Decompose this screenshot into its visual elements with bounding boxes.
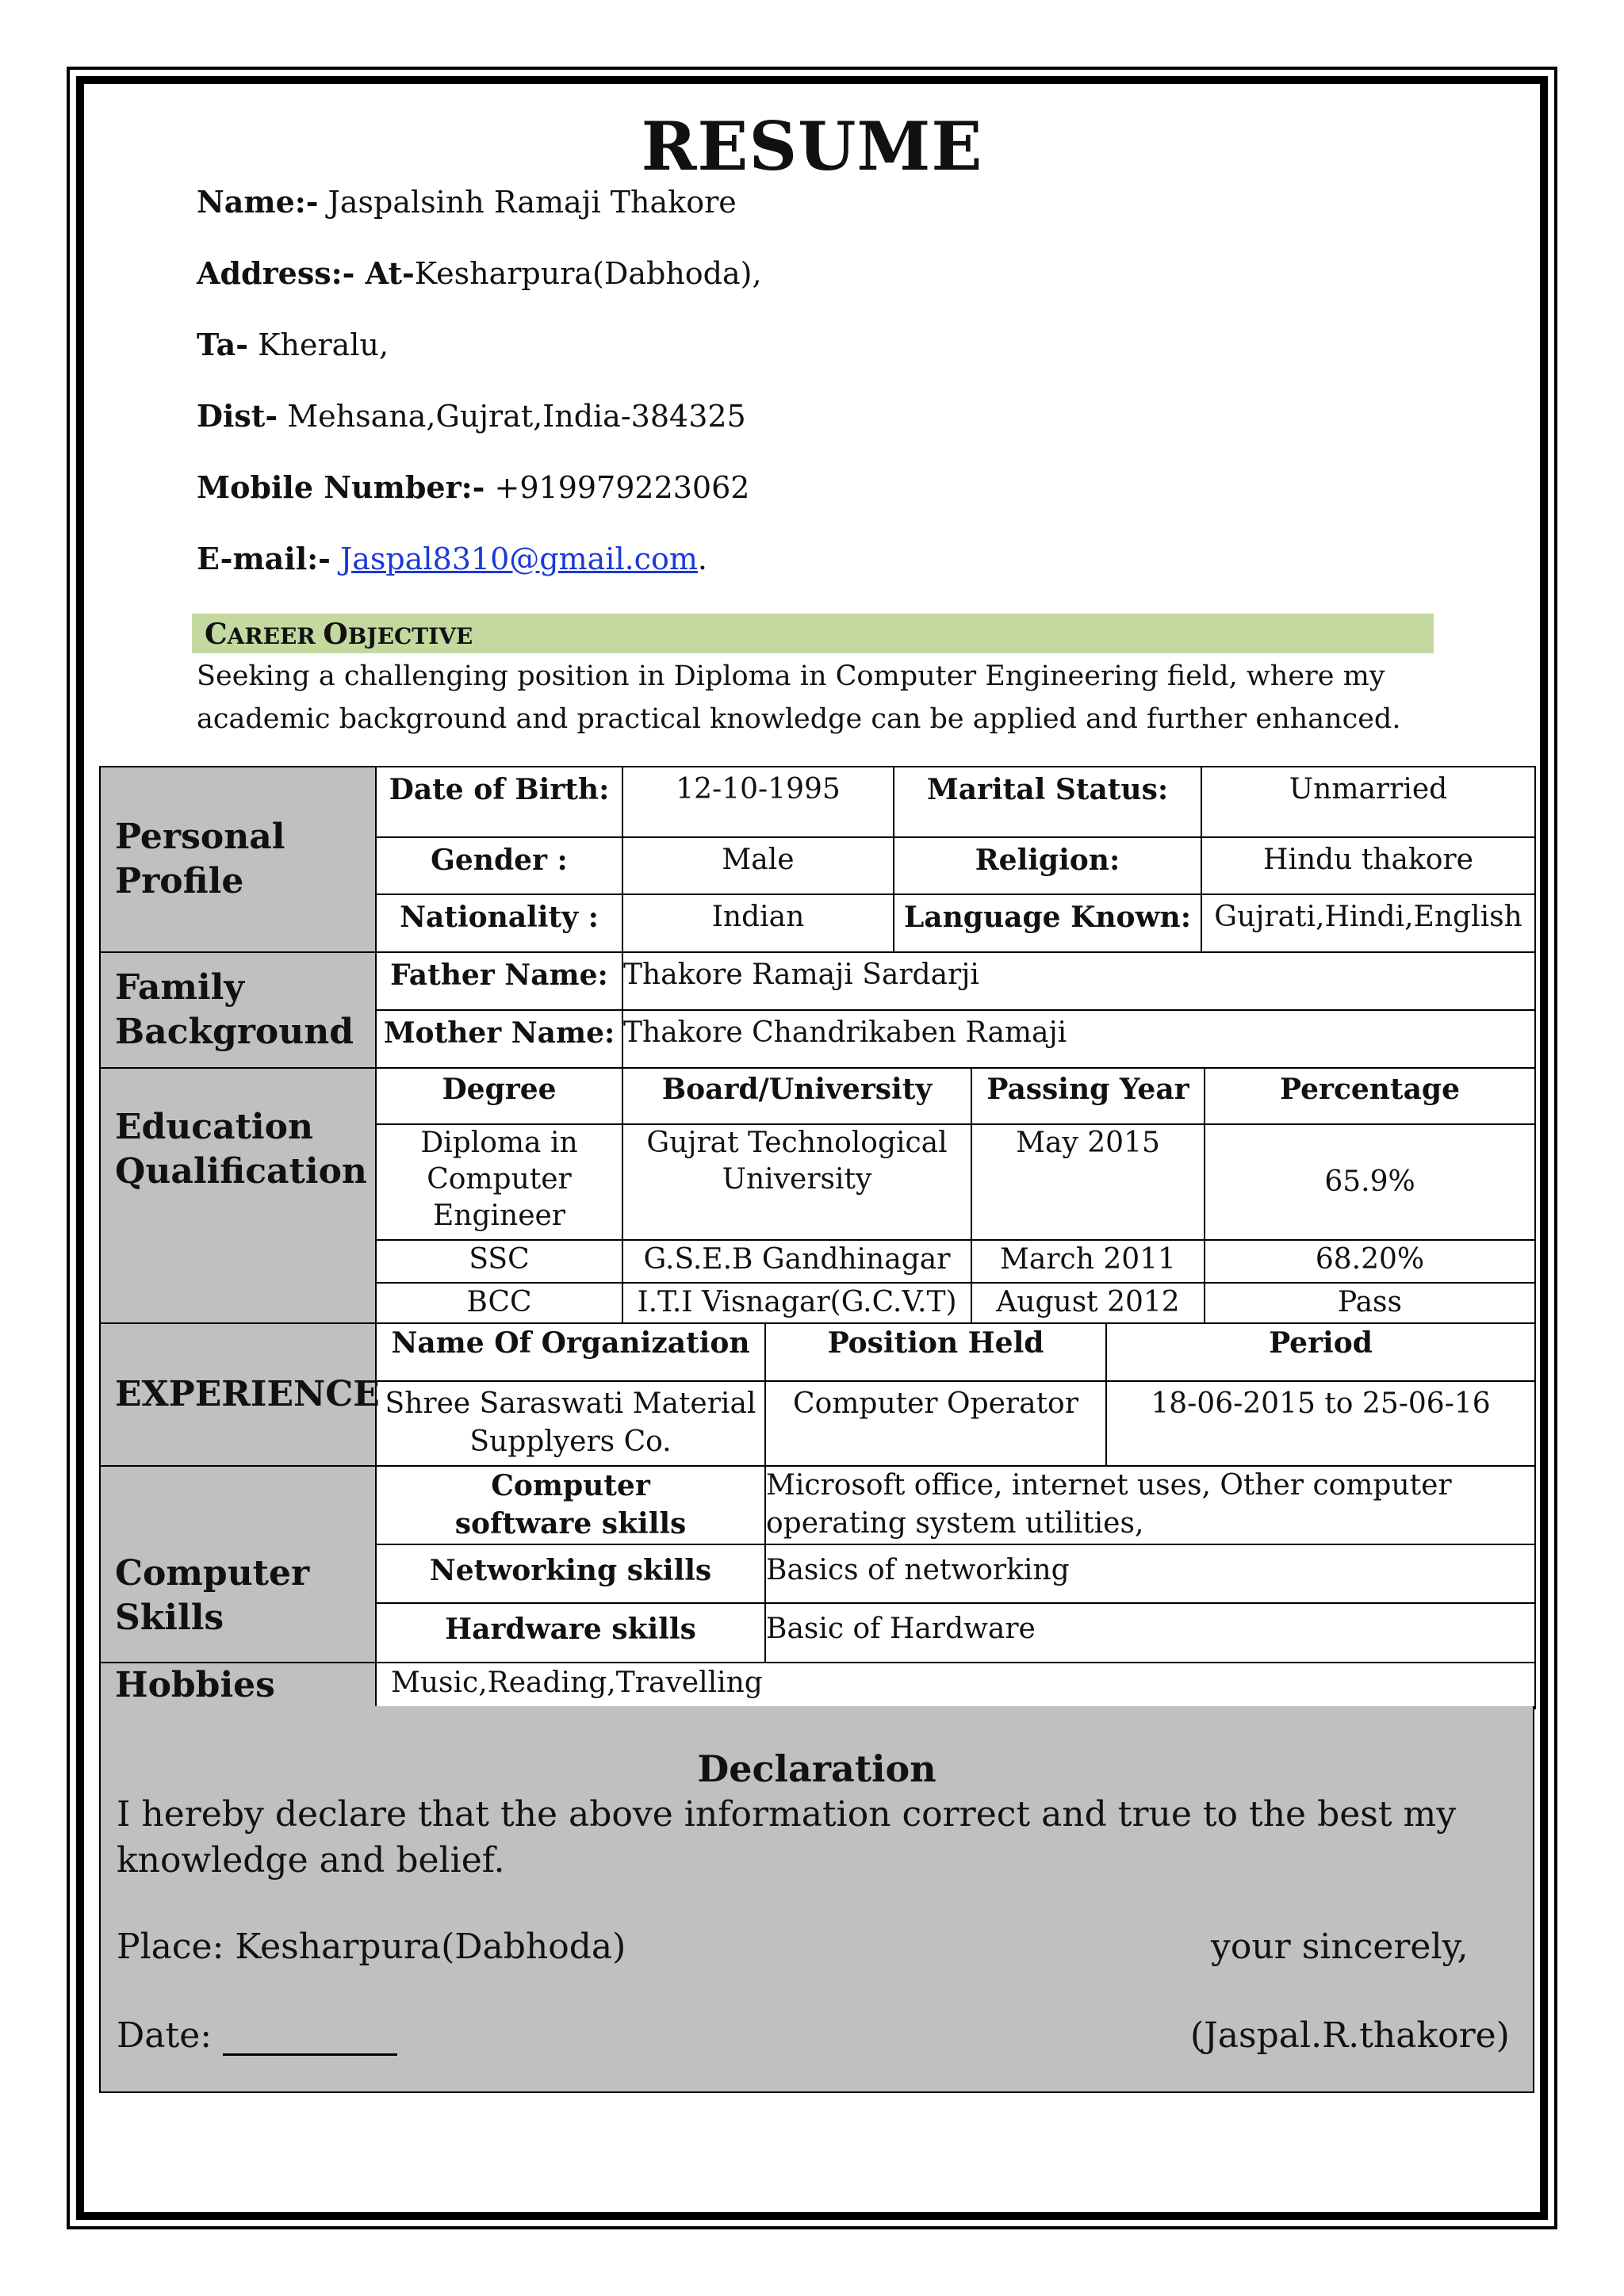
date-blank bbox=[223, 2022, 397, 2056]
exp-position: Computer Operator bbox=[765, 1381, 1106, 1465]
edu-year: May 2015 bbox=[971, 1124, 1205, 1240]
declaration-place: Place: Kesharpura(Dabhoda) bbox=[117, 1927, 626, 1967]
ta-label: Ta- bbox=[197, 327, 249, 362]
edu-degree: Diploma in Computer Engineer bbox=[377, 1124, 622, 1240]
hobbies-value: Music,Reading,Travelling bbox=[376, 1663, 1535, 1709]
dob-value: 12-10-1995 bbox=[622, 767, 894, 837]
edu-row bbox=[377, 1240, 1534, 1283]
dist-label: Dist- bbox=[197, 398, 278, 434]
edu-percentage: Pass bbox=[1337, 1286, 1403, 1318]
declaration-signature: (Jaspal.R.thakore) bbox=[1190, 2015, 1510, 2056]
marital-value: Unmarried bbox=[1201, 767, 1534, 837]
mother-label: Mother Name: bbox=[377, 1010, 622, 1067]
family-background-table bbox=[377, 953, 1534, 1067]
language-label: Language Known: bbox=[894, 894, 1201, 951]
email-label: E-mail:- bbox=[197, 541, 331, 576]
name-value: Jaspalsinh Ramaji Thakore bbox=[327, 185, 737, 220]
personal-profile-row bbox=[100, 767, 1535, 952]
edu-degree: BCC bbox=[377, 1283, 622, 1322]
computer-skills-label: Computer Skills bbox=[100, 1466, 376, 1663]
skill-name: Hardware skills bbox=[377, 1603, 765, 1662]
exp-header-period: Period bbox=[1106, 1324, 1534, 1381]
exp-header-org: Name Of Organization bbox=[377, 1324, 765, 1381]
edu-board: I.T.I Visnagar(G.C.V.T) bbox=[622, 1283, 971, 1322]
skill-detail: Basic of Hardware bbox=[766, 1613, 1036, 1645]
email-link[interactable]: Jaspal8310@gmail.com bbox=[340, 541, 698, 576]
ta-line bbox=[197, 327, 389, 362]
edu-header-board: Board/University bbox=[622, 1069, 971, 1124]
family-background-row bbox=[100, 952, 1535, 1068]
declaration-title: Declaration bbox=[697, 1747, 936, 1790]
experience-row bbox=[100, 1323, 1535, 1466]
edu-header-degree: Degree bbox=[377, 1069, 622, 1124]
dist-line bbox=[197, 398, 746, 434]
career-objective-heading: CAREER OBJECTIVE bbox=[192, 614, 1434, 653]
skill-detail: Microsoft office, internet uses, Other computer operating system utilities, bbox=[765, 1467, 1534, 1544]
date-label: Date: bbox=[117, 2015, 213, 2056]
declaration-date bbox=[117, 2015, 397, 2056]
edu-header-percentage: Percentage bbox=[1205, 1069, 1534, 1124]
edu-board: G.S.E.B Gandhinagar bbox=[622, 1240, 971, 1283]
declaration-sincerely: your sincerely, bbox=[1211, 1927, 1469, 1967]
hobbies-label: Hobbies bbox=[100, 1663, 376, 1709]
experience-table bbox=[377, 1324, 1534, 1465]
father-label: Father Name: bbox=[377, 953, 622, 1010]
edu-header-year: Passing Year bbox=[971, 1069, 1205, 1124]
mobile-label: Mobile Number:- bbox=[197, 469, 485, 505]
language-value: Gujrati,Hindi,English bbox=[1214, 901, 1522, 933]
education-row bbox=[100, 1068, 1535, 1323]
address-line bbox=[197, 255, 762, 291]
religion-value: Hindu thakore bbox=[1201, 837, 1534, 894]
declaration-text: I hereby declare that the above information correct and true to the best my knowledge and belief. bbox=[117, 1794, 1457, 1881]
skill-name: Networking skills bbox=[377, 1544, 765, 1603]
edu-degree: SSC bbox=[377, 1240, 622, 1283]
skill-detail: Basics of networking bbox=[765, 1544, 1534, 1603]
gender-value: Male bbox=[622, 837, 894, 894]
dob-label: Date of Birth: bbox=[377, 767, 622, 837]
religion-label: Religion: bbox=[894, 837, 1201, 894]
mobile-line bbox=[197, 469, 749, 505]
education-table bbox=[377, 1069, 1534, 1322]
father-value: Thakore Ramaji Sardarji bbox=[622, 953, 1534, 1010]
address-label: Address:- At- bbox=[197, 255, 415, 291]
mother-value: Thakore Chandrikaben Ramaji bbox=[623, 1016, 1067, 1049]
computer-skills-row bbox=[100, 1466, 1535, 1663]
computer-skills-table bbox=[377, 1467, 1534, 1662]
exp-period: 18-06-2015 to 25-06-16 bbox=[1151, 1387, 1491, 1420]
name-label: Name:- bbox=[197, 184, 319, 220]
email-line bbox=[197, 541, 707, 576]
ta-value: Kheralu, bbox=[258, 327, 389, 362]
mobile-value: +919979223062 bbox=[494, 470, 750, 505]
name-line bbox=[197, 184, 737, 220]
declaration-box bbox=[99, 1706, 1534, 2093]
skill-name: Computer software skills bbox=[377, 1467, 765, 1544]
address-value: Kesharpura(Dabhoda), bbox=[414, 256, 762, 291]
gender-label: Gender : bbox=[377, 837, 622, 894]
page-title: RESUME bbox=[641, 107, 983, 186]
exp-org: Shree Saraswati Material Supplyers Co. bbox=[377, 1381, 765, 1465]
email-suffix: . bbox=[697, 541, 707, 576]
hobbies-row bbox=[100, 1663, 1535, 1709]
experience-label: EXPERIENCE bbox=[100, 1323, 376, 1466]
edu-year: March 2011 bbox=[971, 1240, 1205, 1283]
personal-profile-table bbox=[377, 767, 1534, 951]
edu-percentage: 65.9% bbox=[1205, 1124, 1534, 1240]
edu-year: August 2012 bbox=[971, 1283, 1205, 1322]
career-objective-text: Seeking a challenging position in Diploma in Computer Engineering field, where my academic background and practical knowledge can be applied and further enhanced. bbox=[197, 660, 1401, 735]
edu-board: Gujrat Technological University bbox=[622, 1124, 971, 1240]
family-background-label: Family Background bbox=[100, 952, 376, 1068]
education-label: Education Qualification bbox=[100, 1068, 376, 1323]
exp-header-position: Position Held bbox=[765, 1324, 1106, 1381]
personal-profile-label: Personal Profile bbox=[100, 767, 376, 952]
dist-value: Mehsana,Gujrat,India-384325 bbox=[287, 399, 746, 434]
nationality-label: Nationality : bbox=[377, 894, 622, 951]
edu-percentage: 68.20% bbox=[1205, 1240, 1534, 1283]
edu-row bbox=[377, 1124, 1534, 1240]
resume-table bbox=[99, 766, 1536, 1709]
nationality-value: Indian bbox=[622, 894, 894, 951]
marital-label: Marital Status: bbox=[894, 767, 1201, 837]
edu-row bbox=[377, 1283, 1534, 1322]
